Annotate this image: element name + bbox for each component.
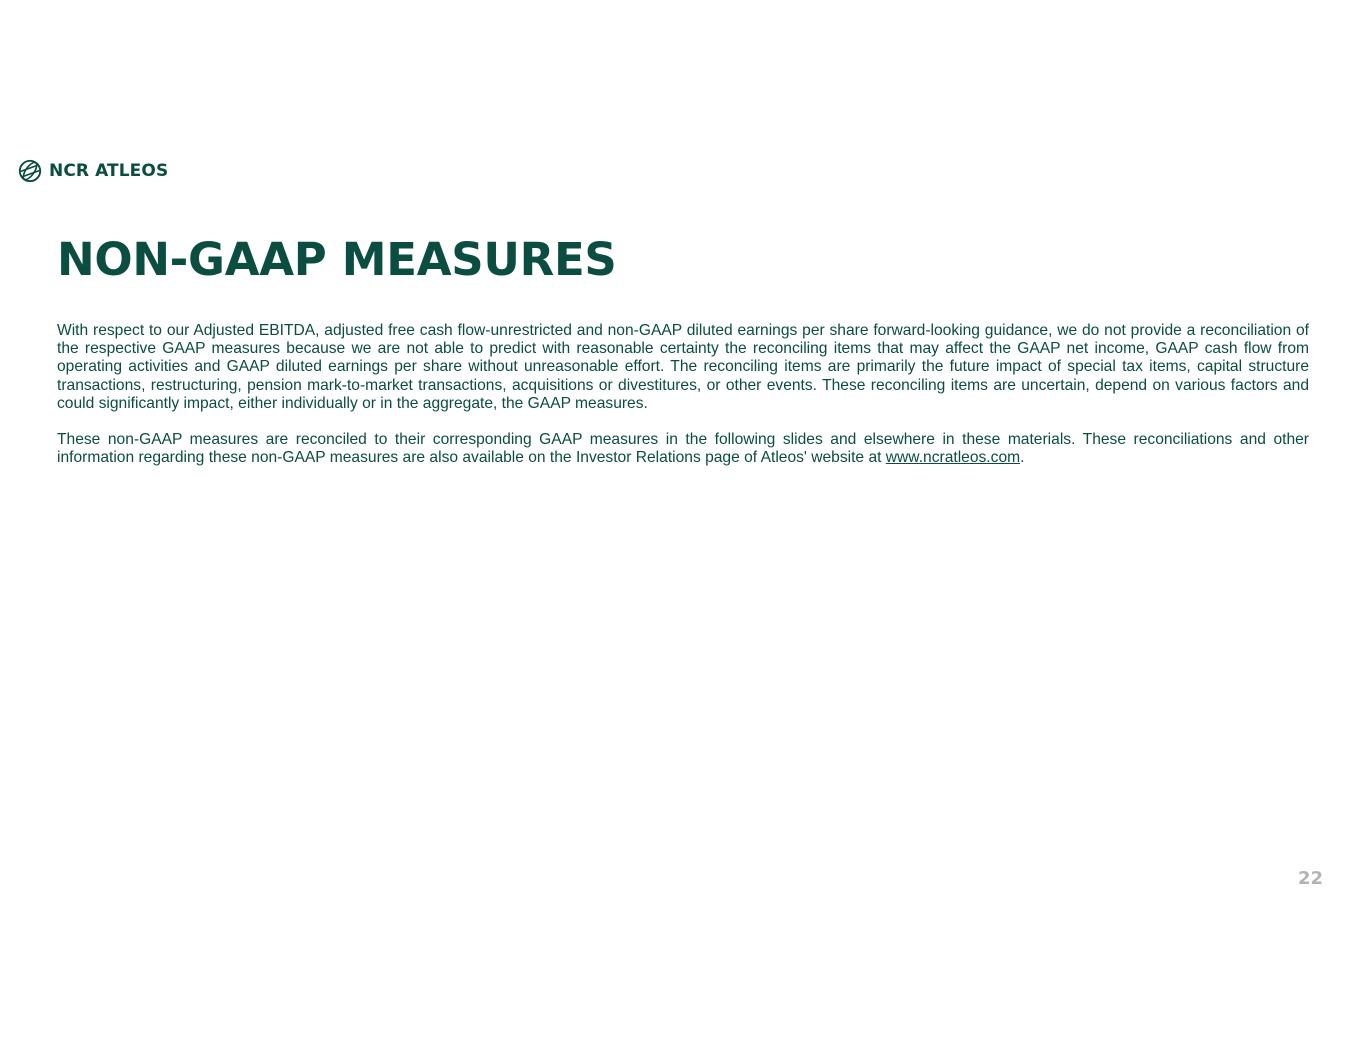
- paragraph-reconciliations-availability: [57, 431, 1309, 467]
- website-link[interactable]: www.ncratleos.com: [885, 449, 1021, 467]
- company-logo: [18, 158, 168, 184]
- logo-text: NCR ATLEOS: [49, 161, 169, 181]
- body-text: [57, 322, 1309, 486]
- page-title: NON-GAAP MEASURES: [57, 233, 617, 286]
- globe-icon: [18, 159, 42, 183]
- paragraph-end: .: [1020, 449, 1025, 467]
- paragraph-guidance-reconciliation: With respect to our Adjusted EBITDA, adjusted free cash flow-unrestricted and non-GAAP diluted earnings per share forward-looking guidance, we do not provide a reconciliation of the respective GAAP measures because we are not able to predict with reasonable certainty the reconciling items that may affect the GAAP net income, GAAP cash flow from operating activities and GAAP diluted earnings per share without unreasonable effort. The reconciling items are primarily the future impact of special tax items, capital structure transactions, restructuring, pension mark-to-market transactions, acquisitions or divestitures, or other events. These reconciling items are uncertain, depend on various factors and could significantly impact, either individually or in the aggregate, the GAAP measures.: [57, 322, 1309, 412]
- page-number: 22: [1297, 868, 1323, 889]
- paragraph-text: These non-GAAP measures are reconciled to their corresponding GAAP measures in the following slides and elsewhere in these materials. These reconciliations and other information regarding these non-GAAP measures are also available on the Investor Relations page of Atleos' website at: [57, 431, 1309, 467]
